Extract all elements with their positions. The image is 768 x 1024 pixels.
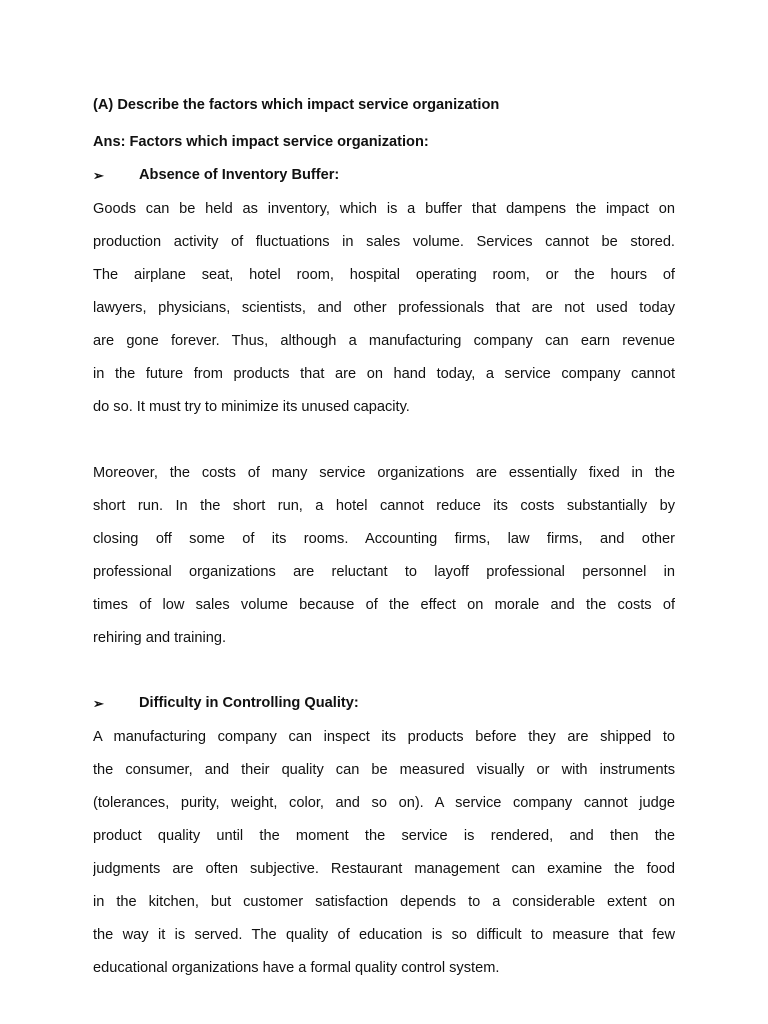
paragraph-line: the consumer, and their quality can be measured visually or with instruments	[93, 762, 675, 778]
paragraph	[93, 457, 675, 655]
answer-heading: Ans: Factors which impact service organization:	[93, 134, 429, 150]
section-title-text: Absence of Inventory Buffer:	[139, 167, 340, 183]
paragraph-line: (tolerances, purity, weight, color, and so on). A service company cannot judge	[93, 795, 675, 811]
section	[93, 655, 675, 985]
paragraph-line: the way it is served. The quality of education is so difficult to measure that few	[93, 927, 675, 943]
paragraph-line: judgments are often subjective. Restaurant management can examine the food	[93, 861, 675, 877]
paragraph-line: closing off some of its rooms. Accounting firms, law firms, and other	[93, 531, 675, 547]
paragraph-line: Moreover, the costs of many service organizations are essentially fixed in the	[93, 465, 675, 481]
document-page	[93, 89, 675, 985]
paragraph-line: short run. In the short run, a hotel cannot reduce its costs substantially by	[93, 498, 675, 514]
paragraph-line: professional organizations are reluctant to layoff professional personnel in	[93, 564, 675, 580]
paragraph-line: times of low sales volume because of the effect on morale and the costs of	[93, 597, 675, 613]
paragraph-line: are gone forever. Thus, although a manufacturing company can earn revenue	[93, 333, 675, 349]
question-heading: (A) Describe the factors which impact service organization	[93, 97, 500, 113]
paragraph-line: in the kitchen, but customer satisfaction depends to a considerable extent on	[93, 894, 675, 910]
paragraph-line: educational organizations have a formal quality control system.	[93, 960, 500, 976]
paragraph-line: Goods can be held as inventory, which is a buffer that dampens the impact on	[93, 201, 675, 217]
sections	[93, 159, 675, 985]
section-title-text: Difficulty in Controlling Quality:	[139, 695, 359, 711]
paragraph-line: production activity of fluctuations in sales volume. Services cannot be stored.	[93, 234, 675, 250]
section-spacer	[93, 655, 675, 687]
paragraph-line: A manufacturing company can inspect its products before they are shipped to	[93, 729, 675, 745]
paragraph	[93, 193, 675, 424]
paragraph-line: in the future from products that are on hand today, a service company cannot	[93, 366, 675, 382]
arrow-bullet-icon: ➢	[93, 696, 104, 711]
paragraph-line: do so. It must try to minimize its unused capacity.	[93, 399, 410, 415]
section-title	[93, 687, 675, 720]
paragraph-spacer	[93, 424, 675, 456]
section-title	[93, 159, 675, 192]
arrow-bullet-icon: ➢	[93, 168, 104, 183]
paragraph-line: lawyers, physicians, scientists, and other professionals that are not used today	[93, 300, 675, 316]
paragraph-line: product quality until the moment the service is rendered, and then the	[93, 828, 675, 844]
section	[93, 159, 675, 655]
paragraph-line: rehiring and training.	[93, 630, 227, 646]
paragraph-line: The airplane seat, hotel room, hospital operating room, or the hours of	[93, 267, 675, 283]
paragraph	[93, 721, 675, 985]
